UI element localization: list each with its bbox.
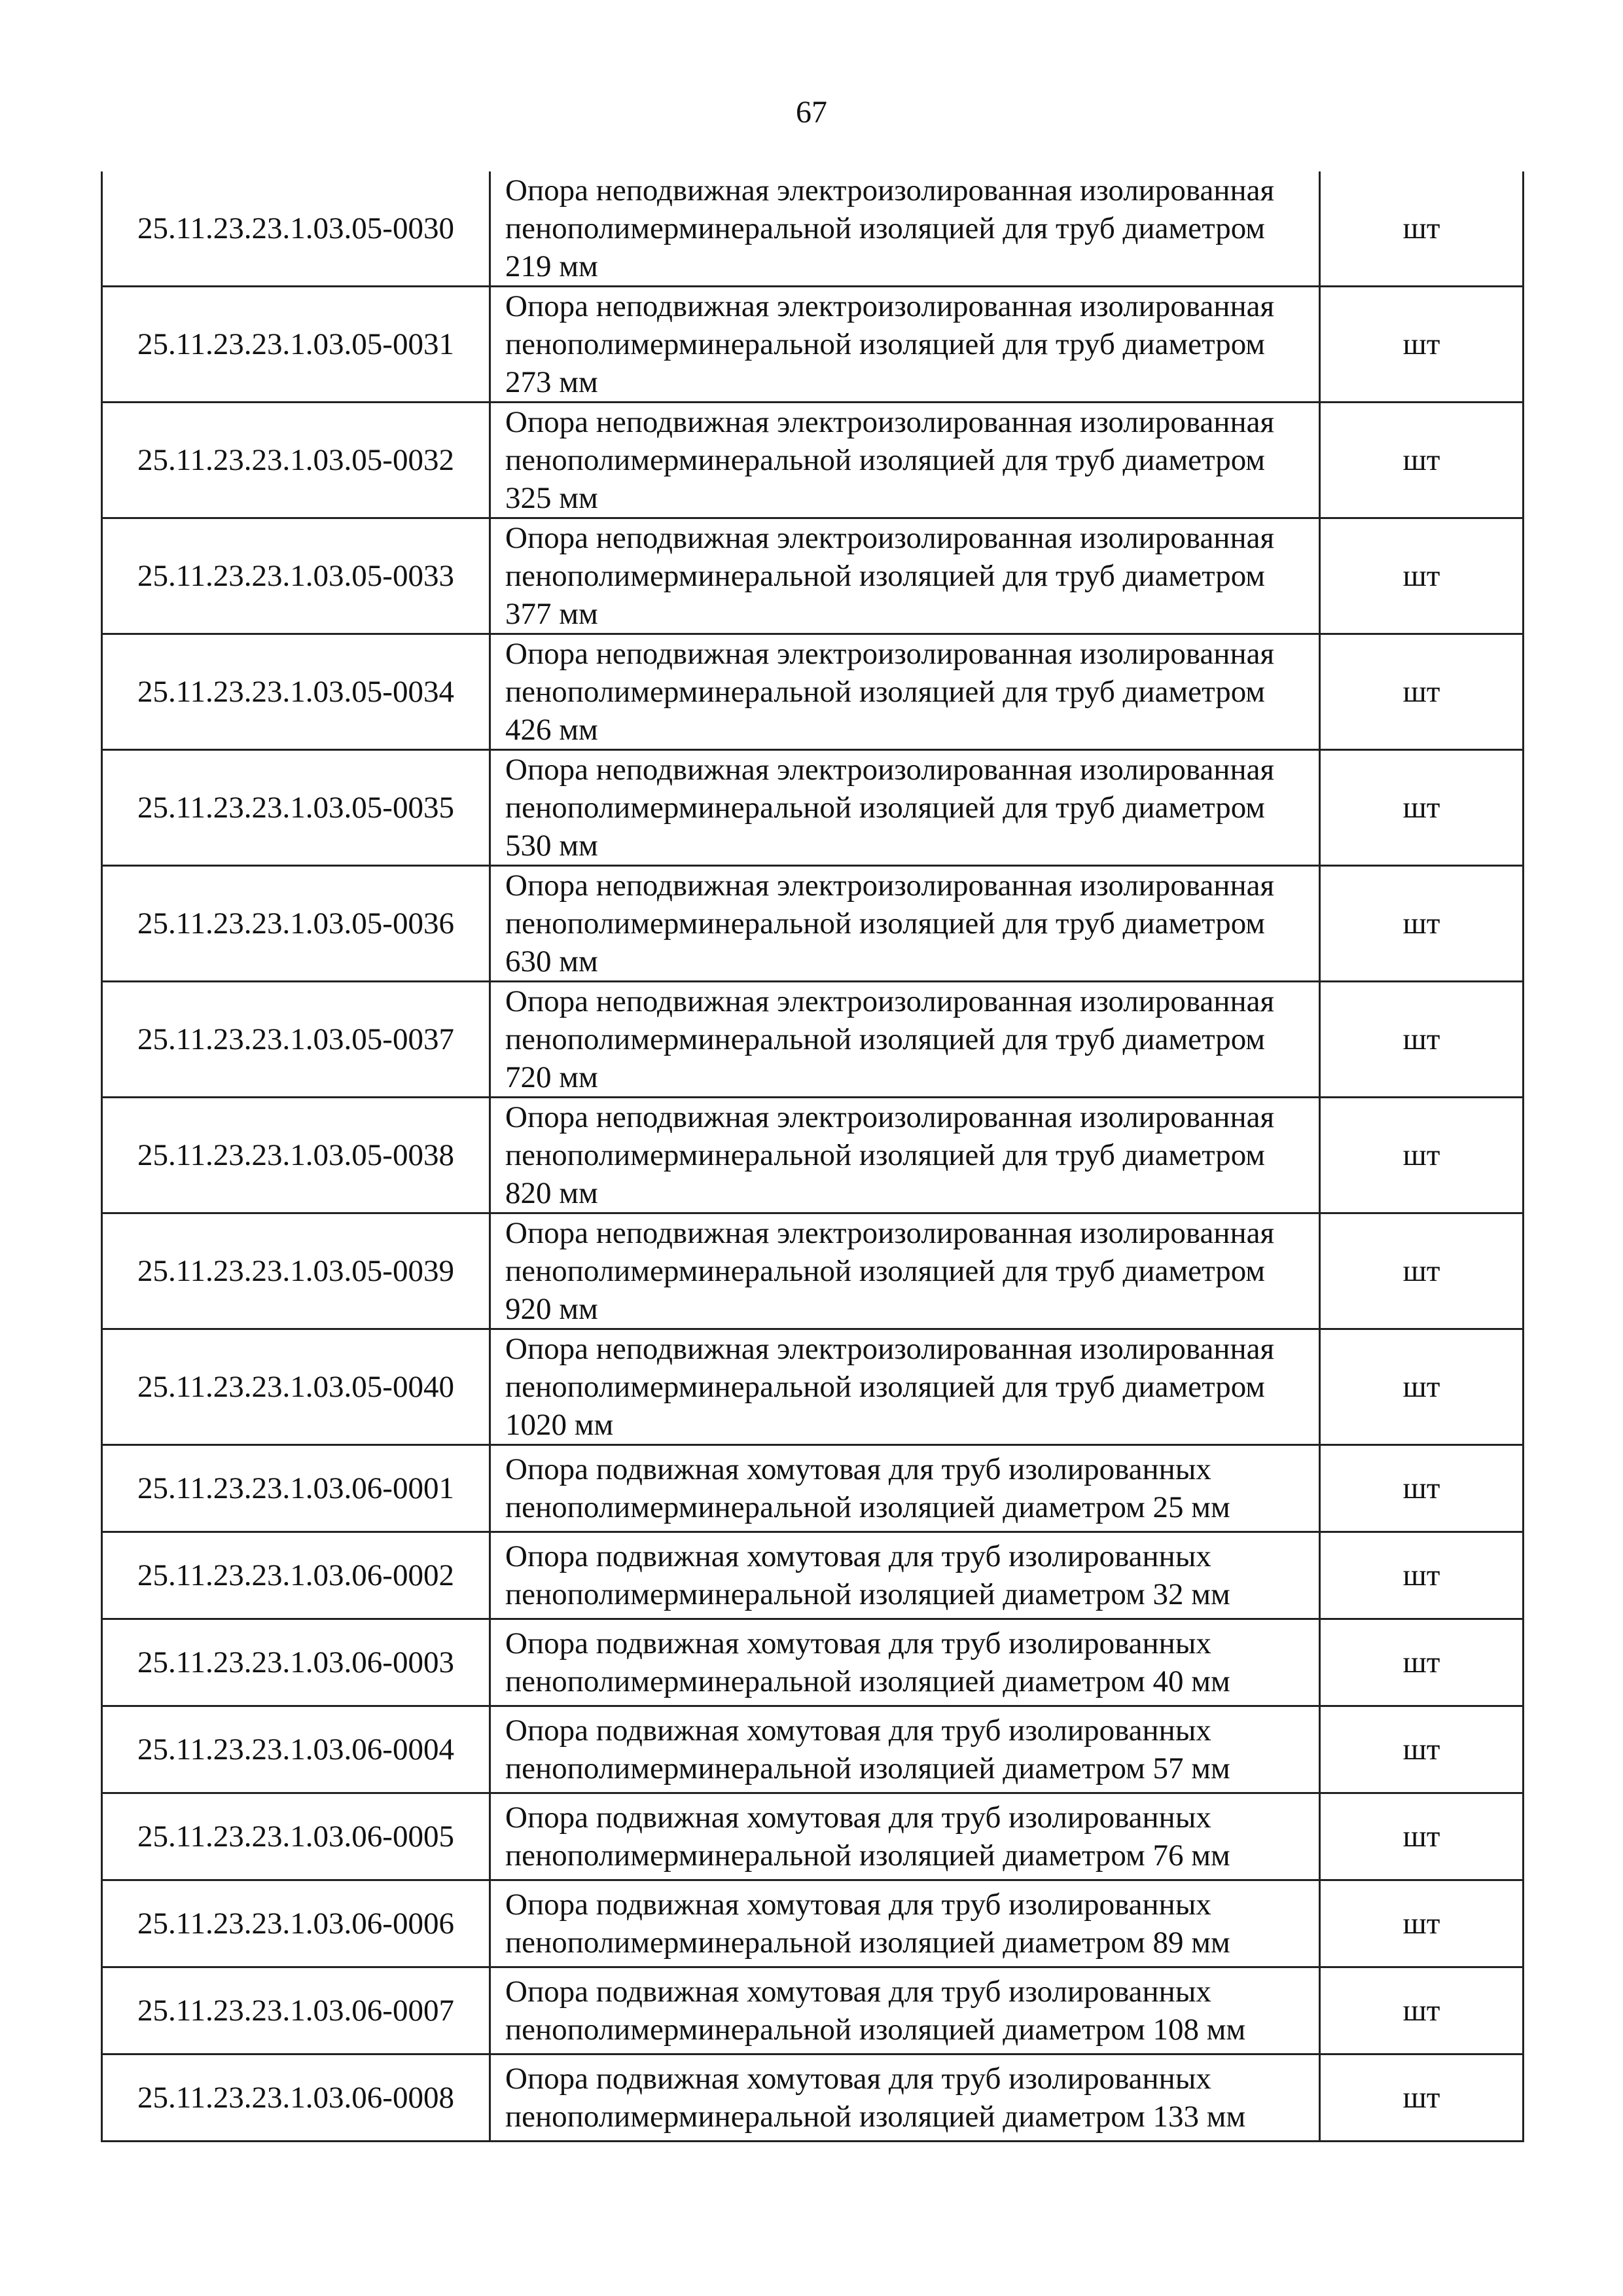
table-row	[102, 634, 1524, 750]
row-unit: шт	[1320, 1329, 1524, 1445]
row-description: Опора подвижная хомутовая для труб изолированных пенополимерминеральной изоляцией диаметром 40 мм	[490, 1619, 1320, 1706]
row-unit: шт	[1320, 1880, 1524, 1967]
table-row	[102, 1532, 1524, 1619]
row-description: Опора неподвижная электроизолированная изолированная пенополимерминеральной изоляцией для труб диаметром 219 мм	[490, 171, 1320, 287]
table-row	[102, 750, 1524, 866]
row-description: Опора неподвижная электроизолированная изолированная пенополимерминеральной изоляцией для труб диаметром 630 мм	[490, 866, 1320, 982]
row-code: 25.11.23.23.1.03.06-0008	[102, 2054, 490, 2142]
table-row	[102, 1213, 1524, 1329]
row-code: 25.11.23.23.1.03.05-0039	[102, 1213, 490, 1329]
row-description: Опора подвижная хомутовая для труб изолированных пенополимерминеральной изоляцией диаметром 108 мм	[490, 1967, 1320, 2054]
row-unit: шт	[1320, 2054, 1524, 2142]
row-code: 25.11.23.23.1.03.05-0033	[102, 518, 490, 634]
row-unit: шт	[1320, 403, 1524, 518]
row-code: 25.11.23.23.1.03.05-0037	[102, 982, 490, 1098]
table-row	[102, 1793, 1524, 1880]
table-row	[102, 518, 1524, 634]
row-code: 25.11.23.23.1.03.05-0040	[102, 1329, 490, 1445]
table-row	[102, 1967, 1524, 2054]
row-unit: шт	[1320, 171, 1524, 287]
row-unit: шт	[1320, 1967, 1524, 2054]
table-row	[102, 171, 1524, 287]
row-code: 25.11.23.23.1.03.05-0030	[102, 171, 490, 287]
row-description: Опора неподвижная электроизолированная изолированная пенополимерминеральной изоляцией для труб диаметром 426 мм	[490, 634, 1320, 750]
row-code: 25.11.23.23.1.03.05-0035	[102, 750, 490, 866]
row-code: 25.11.23.23.1.03.06-0004	[102, 1706, 490, 1793]
row-code: 25.11.23.23.1.03.05-0038	[102, 1098, 490, 1213]
row-unit: шт	[1320, 287, 1524, 403]
table-row	[102, 1329, 1524, 1445]
row-unit: шт	[1320, 750, 1524, 866]
row-description: Опора неподвижная электроизолированная изолированная пенополимерминеральной изоляцией для труб диаметром 920 мм	[490, 1213, 1320, 1329]
row-description: Опора неподвижная электроизолированная изолированная пенополимерминеральной изоляцией для труб диаметром 720 мм	[490, 982, 1320, 1098]
row-code: 25.11.23.23.1.03.06-0007	[102, 1967, 490, 2054]
table-body	[102, 171, 1524, 2142]
row-unit: шт	[1320, 1706, 1524, 1793]
row-description: Опора подвижная хомутовая для труб изолированных пенополимерминеральной изоляцией диаметром 32 мм	[490, 1532, 1320, 1619]
table-row	[102, 1880, 1524, 1967]
table-row	[102, 1706, 1524, 1793]
row-unit: шт	[1320, 1793, 1524, 1880]
row-code: 25.11.23.23.1.03.05-0032	[102, 403, 490, 518]
row-unit: шт	[1320, 982, 1524, 1098]
page-number: 67	[796, 95, 827, 130]
row-unit: шт	[1320, 1619, 1524, 1706]
table-row	[102, 866, 1524, 982]
row-unit: шт	[1320, 1098, 1524, 1213]
row-description: Опора подвижная хомутовая для труб изолированных пенополимерминеральной изоляцией диаметром 76 мм	[490, 1793, 1320, 1880]
row-code: 25.11.23.23.1.03.05-0031	[102, 287, 490, 403]
table-row	[102, 1619, 1524, 1706]
row-description: Опора неподвижная электроизолированная изолированная пенополимерминеральной изоляцией для труб диаметром 1020 мм	[490, 1329, 1320, 1445]
table-row	[102, 287, 1524, 403]
row-unit: шт	[1320, 518, 1524, 634]
row-unit: шт	[1320, 1532, 1524, 1619]
table-row	[102, 1098, 1524, 1213]
row-description: Опора неподвижная электроизолированная изолированная пенополимерминеральной изоляцией для труб диаметром 820 мм	[490, 1098, 1320, 1213]
row-code: 25.11.23.23.1.03.05-0034	[102, 634, 490, 750]
row-unit: шт	[1320, 1213, 1524, 1329]
row-description: Опора неподвижная электроизолированная изолированная пенополимерминеральной изоляцией для труб диаметром 377 мм	[490, 518, 1320, 634]
row-description: Опора неподвижная электроизолированная изолированная пенополимерминеральной изоляцией для труб диаметром 325 мм	[490, 403, 1320, 518]
row-description: Опора неподвижная электроизолированная изолированная пенополимерминеральной изоляцией для труб диаметром 530 мм	[490, 750, 1320, 866]
row-description: Опора подвижная хомутовая для труб изолированных пенополимерминеральной изоляцией диаметром 57 мм	[490, 1706, 1320, 1793]
row-description: Опора подвижная хомутовая для труб изолированных пенополимерминеральной изоляцией диаметром 133 мм	[490, 2054, 1320, 2142]
row-unit: шт	[1320, 866, 1524, 982]
row-code: 25.11.23.23.1.03.05-0036	[102, 866, 490, 982]
table-row	[102, 2054, 1524, 2142]
row-code: 25.11.23.23.1.03.06-0006	[102, 1880, 490, 1967]
table-row	[102, 1445, 1524, 1532]
row-code: 25.11.23.23.1.03.06-0003	[102, 1619, 490, 1706]
classifier-table	[101, 171, 1524, 2142]
row-unit: шт	[1320, 634, 1524, 750]
row-code: 25.11.23.23.1.03.06-0005	[102, 1793, 490, 1880]
row-description: Опора подвижная хомутовая для труб изолированных пенополимерминеральной изоляцией диаметром 89 мм	[490, 1880, 1320, 1967]
row-code: 25.11.23.23.1.03.06-0001	[102, 1445, 490, 1532]
row-description: Опора неподвижная электроизолированная изолированная пенополимерминеральной изоляцией для труб диаметром 273 мм	[490, 287, 1320, 403]
row-code: 25.11.23.23.1.03.06-0002	[102, 1532, 490, 1619]
row-description: Опора подвижная хомутовая для труб изолированных пенополимерминеральной изоляцией диаметром 25 мм	[490, 1445, 1320, 1532]
row-unit: шт	[1320, 1445, 1524, 1532]
table-row	[102, 982, 1524, 1098]
table-row	[102, 403, 1524, 518]
